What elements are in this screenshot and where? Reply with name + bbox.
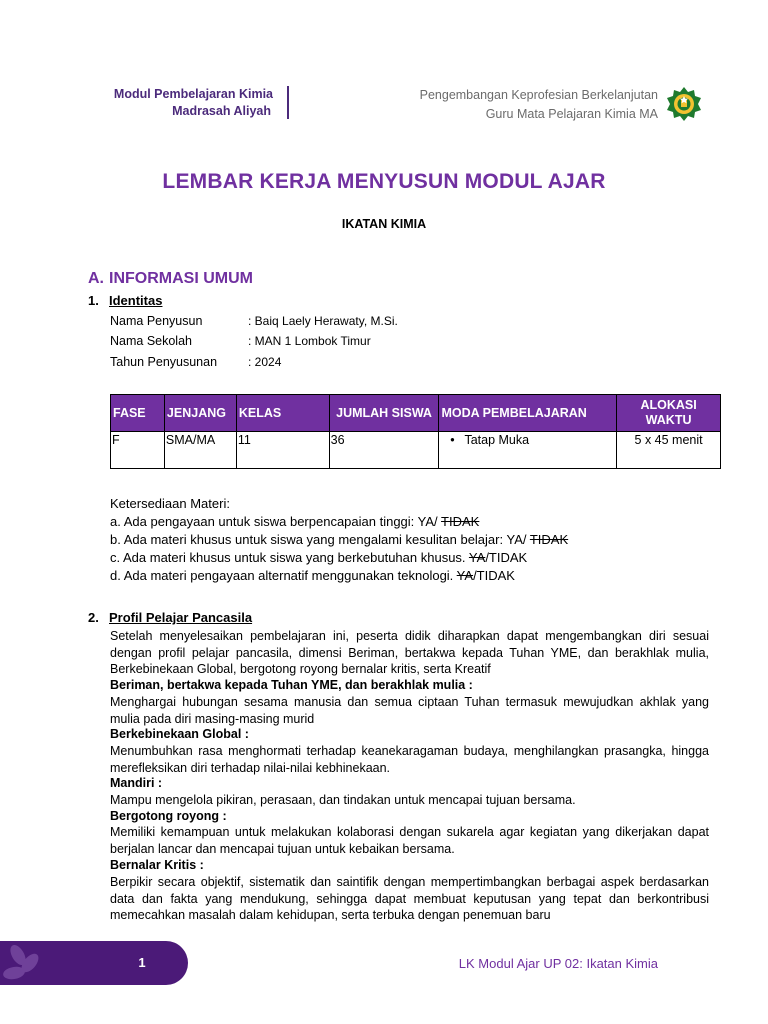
header-fase: FASE bbox=[111, 395, 165, 432]
profil-item-heading: Beriman, bertakwa kepada Tuhan YME, dan berakhlak mulia : bbox=[110, 678, 473, 692]
identitas-key: Nama Penyusun bbox=[110, 314, 203, 328]
table-row bbox=[111, 432, 721, 469]
bullet-icon: • bbox=[450, 433, 455, 447]
section-a-title: INFORMASI UMUM bbox=[109, 270, 253, 287]
materi-item-option: YA/ bbox=[417, 514, 442, 529]
header-left-line1: Modul Pembelajaran Kimia bbox=[113, 87, 273, 101]
identitas-key: Tahun Penyusunan bbox=[110, 355, 218, 369]
profil-item-text: Mampu mengelola pikiran, perasaan, dan tindakan untuk mencapai tujuan bersama. bbox=[110, 793, 576, 807]
header-moda-pembelajaran: MODA PEMBELAJARAN bbox=[439, 395, 617, 432]
cell-alokasi-waktu: 5 x 45 menit bbox=[617, 432, 721, 469]
header-jumlah-siswa: JUMLAH SISWA bbox=[329, 395, 439, 432]
kemenag-emblem-icon bbox=[666, 86, 702, 122]
header-alokasi-waktu: ALOKASI WAKTU bbox=[617, 395, 721, 432]
identitas-key: Nama Sekolah bbox=[110, 334, 192, 348]
header-divider bbox=[287, 86, 289, 119]
materi-item-struck: YA bbox=[456, 568, 474, 583]
profil-intro: Setelah menyelesaikan pembelajaran ini, peserta didik diharapkan dapat mengembangkan diri sesuai dengan profil pelajar pancasila, dimensi Beriman, bertakwa kepada Tuhan YME, dan berakhlak mulia, Berkebinekaan Global, bergotong royong bernalar kritis, serta Kreatif bbox=[110, 629, 709, 676]
identitas-value: : Baiq Laely Herawaty, M.Si. bbox=[248, 314, 398, 328]
cell-moda-text: Tatap Muka bbox=[464, 433, 530, 447]
materi-item-option: /TIDAK bbox=[473, 568, 515, 583]
page-title: LEMBAR KERJA MENYUSUN MODUL AJAR bbox=[162, 170, 606, 193]
identitas-label: 1. bbox=[88, 293, 99, 308]
cell-jumlah-siswa: 36 bbox=[329, 432, 439, 469]
footer-title: LK Modul Ajar UP 02: Ikatan Kimia bbox=[458, 956, 658, 971]
header-module-title bbox=[98, 86, 273, 120]
flower-decoration-icon bbox=[0, 941, 60, 985]
identitas-title: Identitas bbox=[109, 293, 163, 308]
cell-jenjang: SMA/MA bbox=[164, 432, 236, 469]
header-program-title bbox=[380, 86, 658, 124]
cell-moda bbox=[439, 432, 617, 469]
identitas-row bbox=[110, 355, 281, 369]
table-header-row bbox=[111, 395, 721, 432]
header-left-line2: Madrasah Aliyah bbox=[172, 104, 271, 118]
header-jenjang: JENJANG bbox=[164, 395, 236, 432]
section-a-heading bbox=[88, 270, 253, 288]
profil-title: Profil Pelajar Pancasila bbox=[109, 610, 253, 625]
header-kelas: KELAS bbox=[236, 395, 329, 432]
identitas-value: : MAN 1 Lombok Timur bbox=[248, 334, 371, 348]
materi-heading: Ketersediaan Materi: bbox=[110, 496, 230, 511]
materi-item-text: c. Ada materi khusus untuk siswa yang berkebutuhan khusus. bbox=[110, 550, 469, 565]
profil-item-heading: Bergotong royong : bbox=[110, 809, 227, 823]
materi-item-text: a. Ada pengayaan untuk siswa berpencapaian tinggi: bbox=[110, 514, 418, 529]
profil-item-text: Berpikir secara objektif, sistematik dan saintifik dengan mempertimbangkan berbagai aspek berdasarkan data dan fakta yang mendukung, sehingga dapat membuat keputusan yang tepat dan berkontribusi memecahkan masalah dalam kehidupan, serta terbuka dengan penemuan baru bbox=[110, 875, 709, 922]
profil-item-text: Menghargai hubungan sesama manusia dan semua ciptaan Tuhan termasuk mewujudkan akhlak yang mulia pada diri masing-masing murid bbox=[110, 695, 709, 726]
page-subtitle: IKATAN KIMIA bbox=[341, 217, 427, 231]
info-table bbox=[110, 394, 721, 469]
profil-label: 2. bbox=[88, 610, 99, 625]
profil-heading bbox=[88, 610, 252, 625]
section-a-label: A. bbox=[88, 270, 104, 287]
materi-item-struck: TIDAK bbox=[529, 532, 569, 547]
identitas-heading bbox=[88, 293, 162, 308]
cell-fase: F bbox=[111, 432, 165, 469]
profil-item-heading: Berkebinekaan Global : bbox=[110, 727, 249, 741]
header-right-line2: Guru Mata Pelajaran Kimia MA bbox=[485, 107, 658, 121]
materi-item-struck: TIDAK bbox=[441, 514, 480, 529]
identitas-row bbox=[110, 314, 398, 328]
materi-item bbox=[110, 532, 568, 547]
materi-item bbox=[110, 568, 515, 583]
profil-item-text: Memiliki kemampuan untuk melakukan kolaborasi dengan sukarela agar kegiatan yang dikerjakan dapat berjalan lancar dan mencapai tujuan untuk kebaikan bersama. bbox=[110, 825, 709, 856]
materi-item-struck: YA bbox=[468, 550, 486, 565]
profil-item-heading: Bernalar Kritis : bbox=[110, 858, 204, 872]
identitas-row bbox=[110, 334, 371, 348]
page-number: 1 bbox=[138, 955, 146, 970]
materi-item-option: /TIDAK bbox=[485, 550, 528, 565]
cell-kelas: 11 bbox=[236, 432, 329, 469]
identitas-value: : 2024 bbox=[248, 355, 282, 369]
materi-item-option: YA/ bbox=[506, 532, 530, 547]
profil-item-text: Menumbuhkan rasa menghormati terhadap keanekaragaman budaya, menghilangkan prasangka, hingga merefleksikan diri terhadap nilai-nilai kebhinekaan. bbox=[110, 744, 709, 775]
materi-item bbox=[110, 550, 527, 565]
materi-item-text: d. Ada materi pengayaan alternatif menggunakan teknologi. bbox=[110, 568, 457, 583]
materi-item bbox=[110, 514, 479, 529]
materi-item-text: b. Ada materi khusus untuk siswa yang mengalami kesulitan belajar: bbox=[110, 532, 507, 547]
header-right-line1: Pengembangan Keprofesian Berkelanjutan bbox=[419, 88, 658, 102]
profil-item-heading: Mandiri : bbox=[110, 776, 163, 790]
